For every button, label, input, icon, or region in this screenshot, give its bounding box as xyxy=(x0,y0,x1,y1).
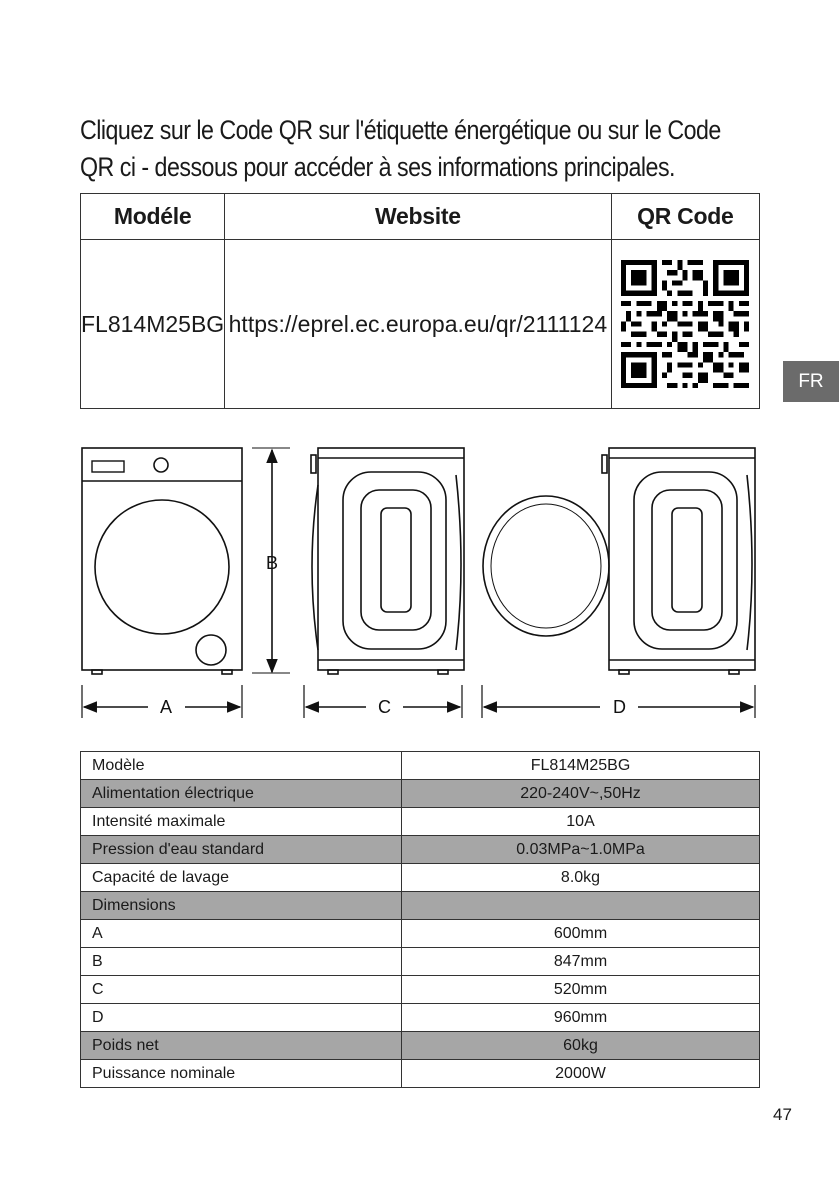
specifications-table xyxy=(80,751,760,1088)
table-row xyxy=(81,836,760,864)
table-row xyxy=(81,780,760,808)
table-row xyxy=(81,752,760,780)
spec-label: Pression d'eau standard xyxy=(81,836,402,864)
spec-value xyxy=(402,892,760,920)
qr-info-table xyxy=(80,193,760,409)
qr-code-cell xyxy=(611,240,759,409)
table-row xyxy=(81,892,760,920)
spec-value: 220-240V~,50Hz xyxy=(402,780,760,808)
spec-label: Capacité de lavage xyxy=(81,864,402,892)
table-row xyxy=(81,1060,760,1088)
spec-label: Modèle xyxy=(81,752,402,780)
website-link[interactable]: https://eprel.ec.europa.eu/qr/2111124 xyxy=(225,240,611,409)
table-row xyxy=(81,1004,760,1032)
intro-text xyxy=(80,112,721,186)
header-qr-code: QR Code xyxy=(611,194,759,240)
spec-value: 0.03MPa~1.0MPa xyxy=(402,836,760,864)
spec-value: 960mm xyxy=(402,1004,760,1032)
qr-table-header-row xyxy=(81,194,760,240)
dimension-diagram xyxy=(0,440,839,730)
washer-side-view xyxy=(311,448,464,674)
spec-value: 600mm xyxy=(402,920,760,948)
spec-value: 10A xyxy=(402,808,760,836)
spec-value: 60kg xyxy=(402,1032,760,1060)
dimension-c-label: C xyxy=(378,697,391,717)
spec-value: FL814M25BG xyxy=(402,752,760,780)
table-row xyxy=(81,1032,760,1060)
table-row xyxy=(81,920,760,948)
spec-label: Puissance nominale xyxy=(81,1060,402,1088)
spec-value: 2000W xyxy=(402,1060,760,1088)
spec-value: 847mm xyxy=(402,948,760,976)
table-row xyxy=(81,948,760,976)
table-row xyxy=(81,864,760,892)
header-website: Website xyxy=(225,194,611,240)
dimension-d-label: D xyxy=(613,697,626,717)
table-row xyxy=(81,808,760,836)
model-cell: FL814M25BG xyxy=(81,240,225,409)
spec-label: D xyxy=(81,1004,402,1032)
intro-line-2: QR ci - dessous pour accéder à ses informations principales. xyxy=(80,152,675,182)
page-number: 47 xyxy=(773,1105,792,1124)
table-row xyxy=(81,976,760,1004)
washer-door-open-view xyxy=(483,448,755,674)
language-tab[interactable]: FR xyxy=(783,361,839,402)
spec-label: B xyxy=(81,948,402,976)
spec-value: 8.0kg xyxy=(402,864,760,892)
intro-line-1: Cliquez sur le Code QR sur l'étiquette énergétique ou sur le Code xyxy=(80,115,721,145)
dimension-a-label: A xyxy=(160,697,173,717)
washer-front-view xyxy=(82,448,242,674)
spec-label: Alimentation électrique xyxy=(81,780,402,808)
spec-label: Dimensions xyxy=(81,892,402,920)
spec-value: 520mm xyxy=(402,976,760,1004)
spec-label: A xyxy=(81,920,402,948)
qr-table-row xyxy=(81,240,760,409)
spec-label: Intensité maximale xyxy=(81,808,402,836)
header-model: Modéle xyxy=(81,194,225,240)
spec-label: C xyxy=(81,976,402,1004)
spec-label: Poids net xyxy=(81,1032,402,1060)
qr-code-icon[interactable] xyxy=(621,260,749,388)
dimension-b-label: B xyxy=(266,553,279,573)
